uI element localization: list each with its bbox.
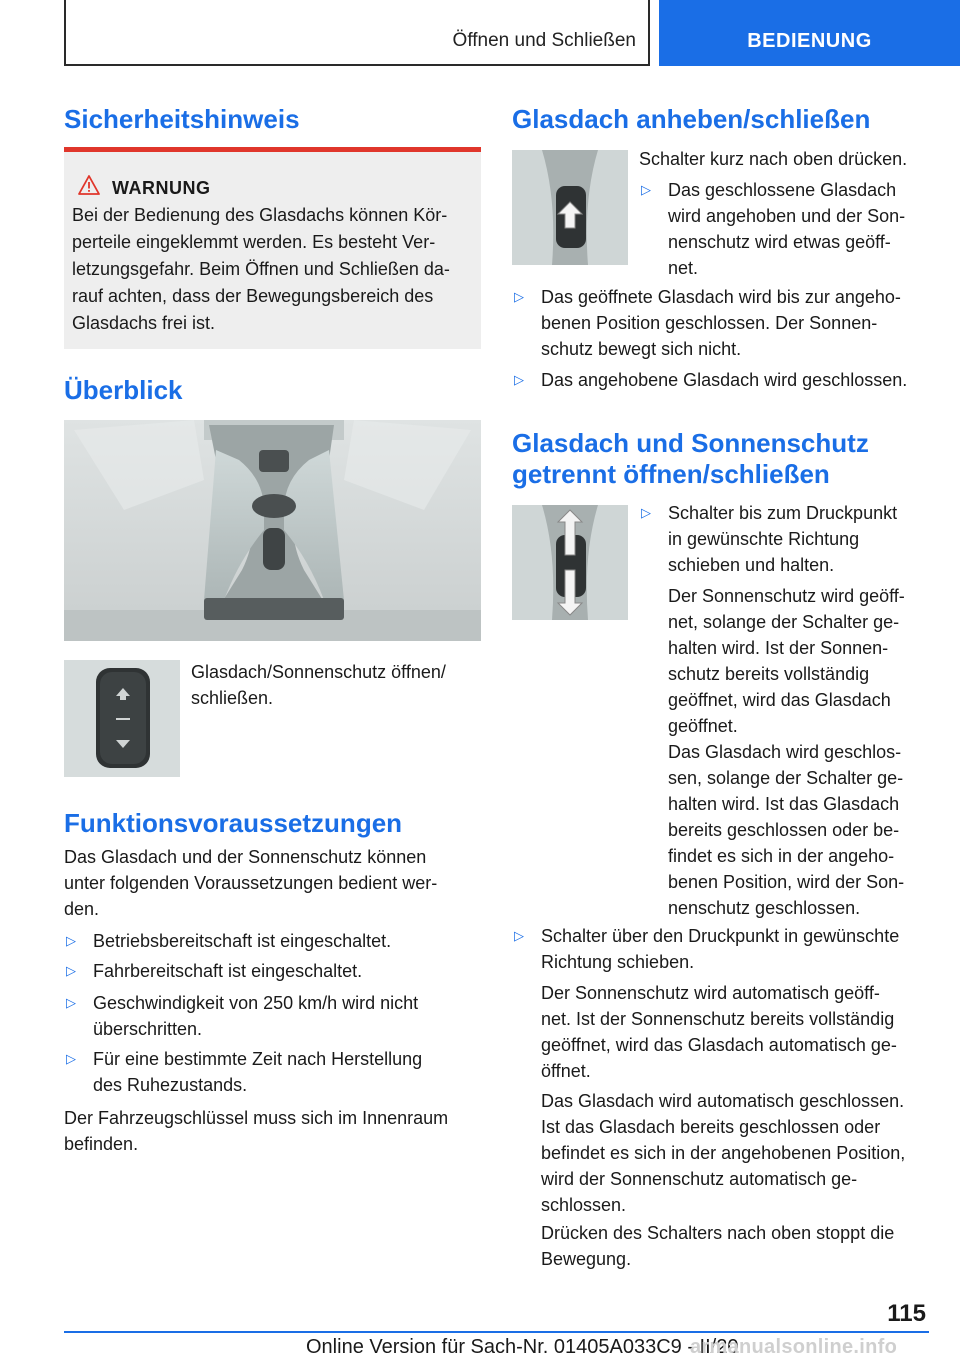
heading-line: Glasdach und Sonnenschutz [512, 428, 869, 458]
text-line: Für eine bestimmte Zeit nach Herstellung [93, 1049, 423, 1069]
text-line: unter folgenden Voraussetzungen bedient wer- [64, 873, 438, 893]
text-line: nenschutz wird etwas geöff- [668, 232, 891, 252]
text-line: schieben und halten. [668, 555, 835, 575]
text-line: Ist das Glasdach bereits geschlossen oder [541, 1117, 881, 1137]
text-line: Richtung schieben. [541, 952, 695, 972]
heading-line: getrennt öffnen/schließen [512, 459, 830, 489]
list-item [541, 367, 941, 393]
text-line: Schalter über den Druckpunkt in gewünschte [541, 926, 900, 946]
watermark: armanualsonline.info [690, 1336, 898, 1358]
text-line: öffnet. [541, 1061, 591, 1081]
footer-divider [64, 1331, 929, 1333]
switch-up-image [512, 150, 628, 265]
text-line: geöffnet, wird das Glasdach automatisch ge- [541, 1035, 897, 1055]
chapter-title: Öffnen und Schließen [452, 30, 636, 51]
warning-line: Glasdachs frei ist. [72, 313, 216, 333]
text-line: halten wird. Ist der Sonnen- [668, 638, 889, 658]
online-version-text: Online Version für Sach-Nr. 01405A033C9 - II/20 [306, 1336, 739, 1358]
page-number: 115 [887, 1300, 926, 1327]
list-item [93, 1046, 483, 1098]
text-line: in gewünschte Richtung [668, 529, 860, 549]
text-line: Fahrbereitschaft ist eingeschaltet. [93, 961, 363, 981]
text-line: Geschwindigkeit von 250 km/h wird nicht [93, 993, 419, 1013]
switch-caption [191, 659, 481, 711]
text-line: benen Position geschlossen. Der Sonnen- [541, 313, 878, 333]
bullet-triangle-icon: ▷ [641, 505, 651, 520]
warning-line: Bei der Bedienung des Glasdachs können Kör- [72, 205, 448, 225]
text-line: Der Sonnenschutz wird geöff- [668, 586, 905, 606]
warning-line: letzungsgefahr. Beim Öffnen und Schließen da- [72, 259, 450, 279]
text-line: befindet es sich in der angehobenen Position, [541, 1143, 906, 1163]
text-line: Der Fahrzeugschlüssel muss sich im Innenraum [64, 1108, 449, 1128]
bullet-triangle-icon: ▷ [514, 928, 524, 943]
bullet-triangle-icon: ▷ [514, 372, 524, 387]
section-title: BEDIENUNG [747, 30, 872, 52]
text-line: geöffnet, wird das Glasdach [668, 690, 891, 710]
raise-heading: Glasdach anheben/schließen [512, 104, 871, 134]
list-item [668, 500, 938, 578]
text-line: schlossen. [541, 1195, 627, 1215]
text-line: wird angehoben und der Son- [668, 206, 906, 226]
func-outro [64, 1105, 481, 1157]
text-line: des Ruhezustands. [93, 1075, 248, 1095]
list-item-paragraph [541, 1088, 941, 1218]
text-line: den. [64, 899, 100, 919]
text-line: schutz bereits vollständig [668, 664, 870, 684]
list-item-paragraph [668, 583, 938, 739]
list-item [93, 958, 483, 984]
warning-line: rauf achten, dass der Bewegungsbereich des [72, 286, 434, 306]
text-line: befinden. [64, 1134, 139, 1154]
text-line: Das Glasdach wird geschlos- [668, 742, 902, 762]
text-line: halten wird. Ist das Glasdach [668, 794, 900, 814]
functional-requirements-heading: Funktionsvoraussetzungen [64, 808, 403, 838]
text-line: Schalter bis zum Druckpunkt [668, 503, 898, 523]
text-line: net. [668, 258, 699, 278]
text-line: benen Position, wird der Son- [668, 872, 905, 892]
page-header [0, 0, 960, 66]
warning-line: perteile eingeklemmt werden. Es besteht Ver- [72, 232, 436, 252]
text-line: Das geschlossene Glasdach [668, 180, 897, 200]
text-line: geöffnet. [668, 716, 738, 736]
bullet-triangle-icon: ▷ [514, 289, 524, 304]
text-line: Das Glasdach wird automatisch geschlossen. [541, 1091, 905, 1111]
raise-intro: Schalter kurz nach oben drücken. [639, 149, 908, 169]
text-line: sen, solange der Schalter ge- [668, 768, 904, 788]
list-item-paragraph [541, 980, 941, 1084]
bullet-triangle-icon: ▷ [66, 995, 76, 1010]
func-intro [64, 844, 481, 922]
text-line: net. Ist der Sonnenschutz bereits vollständig [541, 1009, 895, 1029]
text-line: nenschutz geschlossen. [668, 898, 861, 918]
warning-title: WARNUNG [112, 178, 211, 198]
caption-line: schließen. [191, 688, 274, 708]
text-line: Betriebsbereitschaft ist eingeschaltet. [93, 931, 392, 951]
text-line: Drücken des Schalters nach oben stoppt die [541, 1223, 895, 1243]
chapter-tab [64, 0, 650, 66]
bullet-triangle-icon: ▷ [66, 963, 76, 978]
text-line: wird der Sonnenschutz automatisch ge- [541, 1169, 858, 1189]
list-item-paragraph [541, 1220, 941, 1272]
text-line: schutz bewegt sich nicht. [541, 339, 742, 359]
overhead-console-image [64, 420, 481, 641]
bullet-triangle-icon: ▷ [641, 182, 651, 197]
text-line: Das Glasdach und der Sonnenschutz können [64, 847, 427, 867]
overview-heading: Überblick [64, 375, 183, 405]
bullet-triangle-icon: ▷ [66, 1051, 76, 1066]
section-tab [659, 0, 960, 66]
warning-box [64, 147, 481, 349]
text-line: bereits geschlossen oder be- [668, 820, 900, 840]
list-item [668, 177, 938, 281]
list-item [93, 928, 483, 954]
text-line: findet es sich in der angeho- [668, 846, 895, 866]
switch-closeup-image [64, 660, 180, 777]
switch-updown-image [512, 505, 628, 620]
bullet-triangle-icon: ▷ [66, 933, 76, 948]
separate-heading [512, 428, 869, 490]
text-line: Der Sonnenschutz wird automatisch geöff- [541, 983, 880, 1003]
text-line: net, solange der Schalter ge- [668, 612, 900, 632]
list-item [93, 990, 483, 1042]
safety-heading: Sicherheitshinweis [64, 104, 300, 134]
list-item [541, 923, 941, 975]
warning-text [72, 202, 476, 337]
text-line: Bewegung. [541, 1249, 632, 1269]
caption-line: Glasdach/Sonnenschutz öffnen/ [191, 662, 446, 682]
text-line: überschritten. [93, 1019, 203, 1039]
list-item-paragraph [668, 739, 938, 921]
list-item [541, 284, 941, 362]
text-line: Das angehobene Glasdach wird geschlossen. [541, 370, 908, 390]
text-line: Das geöffnete Glasdach wird bis zur angeho- [541, 287, 901, 307]
warning-triangle-icon [78, 175, 100, 195]
